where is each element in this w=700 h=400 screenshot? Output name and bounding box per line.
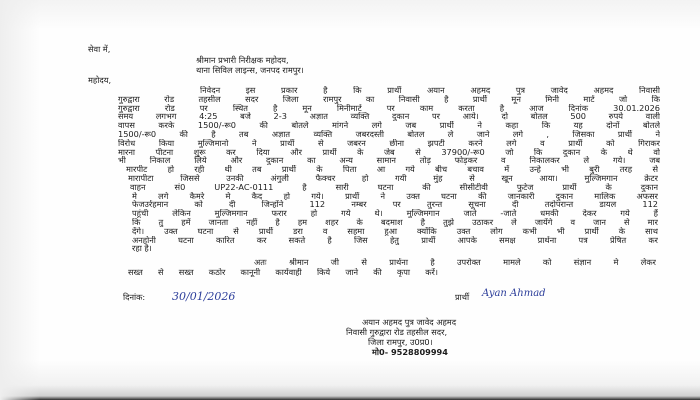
scan-shadow xyxy=(0,0,40,400)
body-line: 1500/-रू0 की है तब अज्ञात व्यक्ति जबरदस्ती बोतल ले जाने लगे , जिसका प्रार्थी ने xyxy=(118,130,660,139)
body-line: देंगे। उक्त घटना से प्रार्थी डरा व सहमा हुआ क्योंकि उक्त लोग कभी भी प्रार्थी के साथ xyxy=(132,226,658,236)
body-line: निवेदन इस प्रकार है कि प्रार्थी अयान अहमद पुत्र जावेद अहमद निवासी xyxy=(200,86,660,95)
sender-address-line: जिला रामपुर, उ0प्र0। xyxy=(368,337,433,347)
body-line: विरोध किया मुल्जिमानो ने प्रार्थी से जबरन छीना झपटी करने लगे व प्रार्थी को गिराकर xyxy=(118,138,660,148)
request-line: अतः श्रीमान जी से प्रार्थना है उपरोक्त मामले को संज्ञान मे लेकर xyxy=(254,258,656,267)
body-line: मारपीट हो रही थी तब प्रार्थी के पिता आ गये बीच बचाव में उन्हे भी बुरी तरह से xyxy=(126,165,658,175)
signature: Ayan Ahmad xyxy=(482,288,546,299)
sender-phone: मो0- 9528809994 xyxy=(372,347,448,357)
body-line: गुरुद्वारा रोड पर स्थित है मून मिनीमार्ट पर काम करता है आज दिनांक 30.01.2026 xyxy=(118,103,660,113)
request-line: सख्त से सख्त कठोर कानूनी कार्यवाही किये जाने की कृपा करें। xyxy=(128,268,438,277)
salutation: सेवा में, xyxy=(88,44,111,54)
body-line: वाहन सं0 UP22-AC-0111 है सारी घटना की सीसीटीवी फुटेज प्रार्थी के दुकान xyxy=(130,182,658,192)
body-line: अनहोनी घटना कारित कर सकते है जिस हेतु प्रार्थी आपके समक्ष प्रार्थना पत्र प्रेषित कर xyxy=(132,235,658,245)
greeting: महोदय, xyxy=(88,75,112,85)
body-line: मारना पीटना शुरू कर दिया और प्रार्थी के जेब से 37900/-रू0 जो कि दुकान के थे वो xyxy=(118,147,660,157)
sender-address-line: अयान अहमद पुत्र जावेद अहमद xyxy=(362,317,457,327)
sender-address-line: निवासी गुरुद्वारा रोड तहसील सदर, xyxy=(346,327,448,337)
body-line: मे लगे कैमरे मे कैद हो गये। प्रार्थी ने उक्त घटना की जानकारी दुकान मालिक अफसर xyxy=(132,191,658,201)
date-value-handwritten: 30/01/2026 xyxy=(172,290,236,303)
body-line: वापस करके 1500/-रू0 की बोतले मांगने लगे जब प्रार्थी ने कहा कि यह दोनों बोतले xyxy=(118,121,660,131)
body-line: रहा है। xyxy=(132,243,152,254)
body-line: पहुंची लेकिन मुल्जिमगान फरार हो गये थे। मुल्जिमगान जाते -जाते धमकी देकर गये हैं xyxy=(132,209,658,219)
body-line: कि तु हमें जानता नहीं है हम शहर के बदमाश है तुझे उठाकर ले जायेंगे व जान से मार xyxy=(132,218,658,227)
body-line: भी निकाल लिये और दुकान का अन्य सामान तोड़ फोड़कर व निकालकर ले गये। जब xyxy=(118,156,660,166)
body-line: समय लगभग 4:25 बजे 2-3 अज्ञात व्यक्ति दुकान पर आये। दो बोतल 500 रुपये वाली xyxy=(118,112,660,122)
body-line: फेजउर्रहमान को दी जिन्होंने 112 नम्बर पर तुरन्त सूचना दी तदोपरान्त डायल 112 xyxy=(132,200,658,210)
addressee-line: श्रीमान प्रभारी निरीक्षक महोदय, xyxy=(196,55,289,65)
applicant-label: प्रार्थी xyxy=(455,292,470,302)
body-line: गुरुद्वारा रोड तहसील सदर जिला रामपुर का निवासी है प्रार्थी मून मिनी मार्ट जो कि xyxy=(118,94,660,104)
date-label: दिनांक: xyxy=(123,292,146,302)
body-line: मारापीटा जिससे उनकी अंगुली फैक्चर हो गयी मुंह से खून आया। मुल्जिमगान क्रेटर xyxy=(128,174,658,183)
addressee-line: थाना सिविल लाइन्स, जनपद रामपुर। xyxy=(196,65,304,75)
